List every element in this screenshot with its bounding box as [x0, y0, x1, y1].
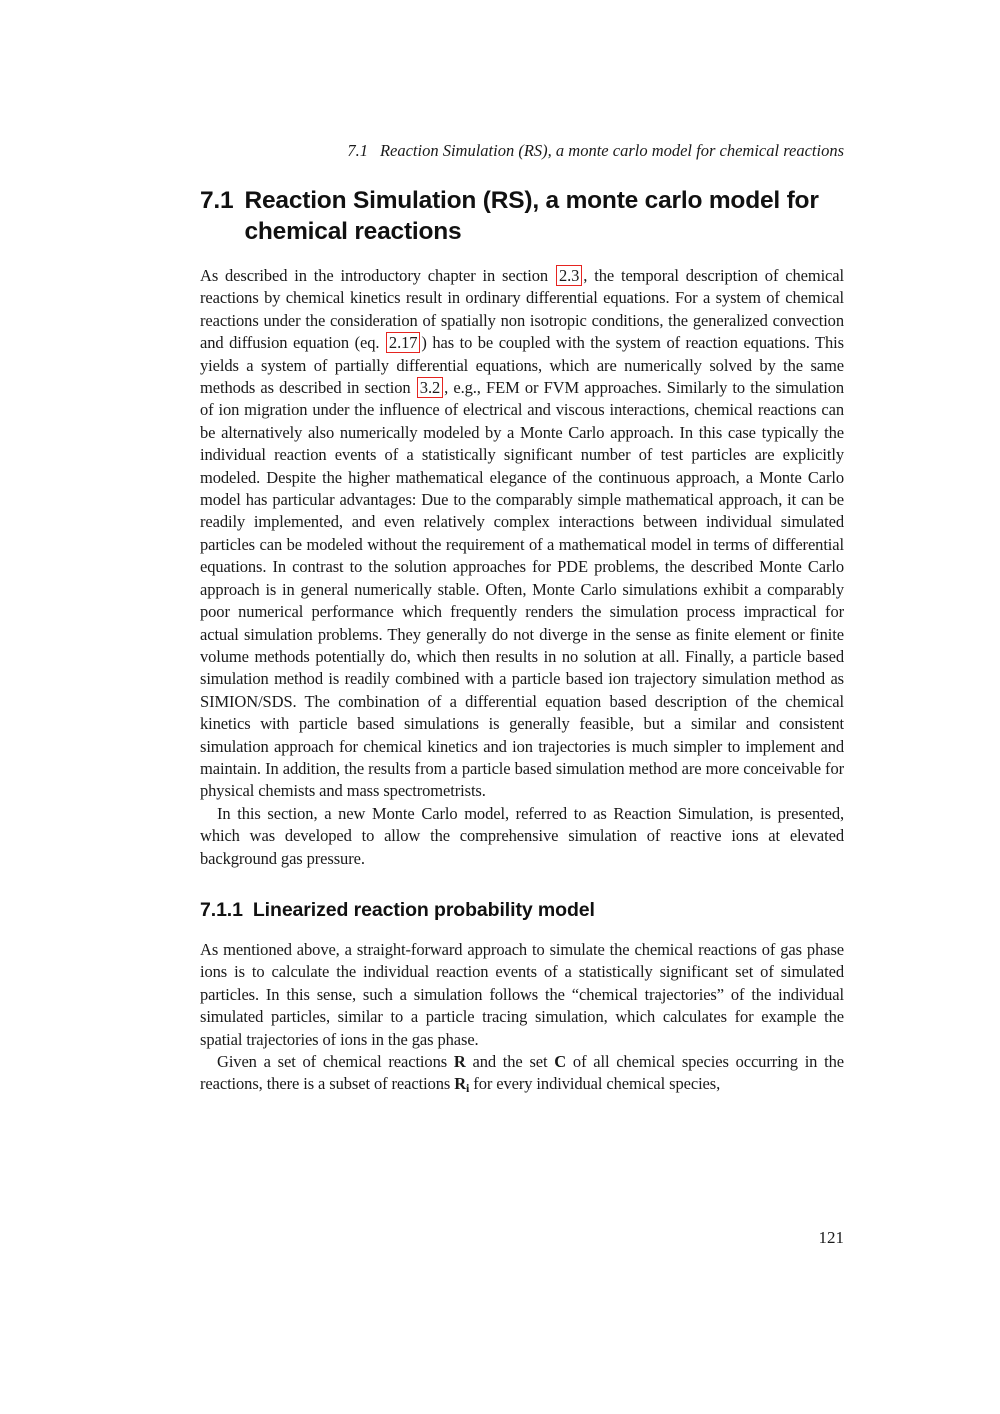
paragraph-intro: As described in the introductory chapter in section 2.3 , the temporal description of chemical reactions by chemical kinetics result in ordinary differential equations. For a system of chemical reactions under the consideration of spatially non isotropic conditions, the generalized convection and diffusion equation (eq. 2.17 ) has to be coupled with the system of reaction equations. This yields a system of partially differential equations, which are numerically solved by the same methods as described in section 3.2 , e.g., FEM or FVM approaches. Similarly to the simulation of ion migration under the influence of electrical and viscous interactions, chemical reactions can be alternatively also numerically modeled by a Monte Carlo approach. In this case typically the individual reaction events of a statistically significant number of test particles are explicitly modeled. Despite the higher mathematical elegance of the continuous approach, a Monte Carlo model has particular advantages: Due to the comparably simple mathematical approach, it can be readily implemented, and even relatively complex interactions between individual simulated particles can be modeled without the requirement of a mathematical model in terms of differential equations. In contrast to the solution approaches for PDE problems, the described Monte Carlo approach is in general numerically stable. Often, Monte Carlo simulations exhibit a comparably poor numerical performance which frequently renders the simulation process impractical for actual simulation problems. They generally do not diverge in the sense as finite element or finite volume methods potentially do, which then results in no solution at all. Finally, a particle based simulation method is readily combined with a particle based ion trajectory simulation method as SIMION/SDS. The combination of a differential equation based description of the chemical kinetics with particle based simulations is generally feasible, but a similar and consistent simulation approach for chemical kinetics and ion trajectories is much simpler to implement and maintain. In addition, the results from a particle based simulation method are more conceivable for physical chemists and mass spectrometrists.	[200, 266, 845, 801]
section-reference-link[interactable]: 2.3	[556, 265, 582, 286]
subsection-title: Linearized reaction probability model	[252, 898, 595, 921]
paragraph-new-model: In this section, a new Monte Carlo model, referred to as Reaction Simulation, is presented, which was developed to allow the comprehensive simulation of reactive ions at elevated background gas pressure.	[200, 803, 844, 868]
section-reference-link[interactable]: 2.17	[386, 332, 420, 353]
paragraph-reaction-sets: Given a set of chemical reactions R and the set C of all chemical species occurring in the reactions, there is a subset of reactions $R_i$ for every individual chemical species,	[200, 1052, 844, 1096]
bold-math-symbol-subscripted: $R_i$	[454, 1074, 470, 1096]
running-head-title: Reaction Simulation (RS), a monte carlo model for chemical reactions	[379, 141, 844, 160]
running-head	[200, 141, 844, 161]
bold-math-symbol: R	[453, 1052, 466, 1071]
section-title-line-1: Reaction Simulation (RS), a monte carlo model for	[244, 187, 819, 214]
subsection-heading	[200, 898, 844, 922]
page-number: 121	[818, 1228, 844, 1247]
section-title	[244, 185, 818, 247]
paragraph-linearized-intro: As mentioned above, a straight-forward approach to simulate the chemical reactions of gas phase ions is to calculate the individual reaction events of a statistically significant set of simulated particles. In this sense, such a simulation follows the “chemical trajectories” of the individual simulated particles, similar to a particle tracing simulation, which calculates for example the spatial trajectories of ions in the gas phase.	[200, 939, 844, 1049]
bold-math-symbol: C	[554, 1052, 567, 1071]
section-title-line-2: chemical reactions	[244, 218, 462, 245]
section-number: 7.1	[200, 187, 234, 214]
subsection-number: 7.1.1	[200, 898, 243, 921]
section-reference-link[interactable]: 3.2	[417, 377, 443, 398]
section-heading	[200, 185, 844, 247]
text-column	[200, 0, 844, 1096]
running-head-section-number: 7.1	[347, 141, 368, 160]
